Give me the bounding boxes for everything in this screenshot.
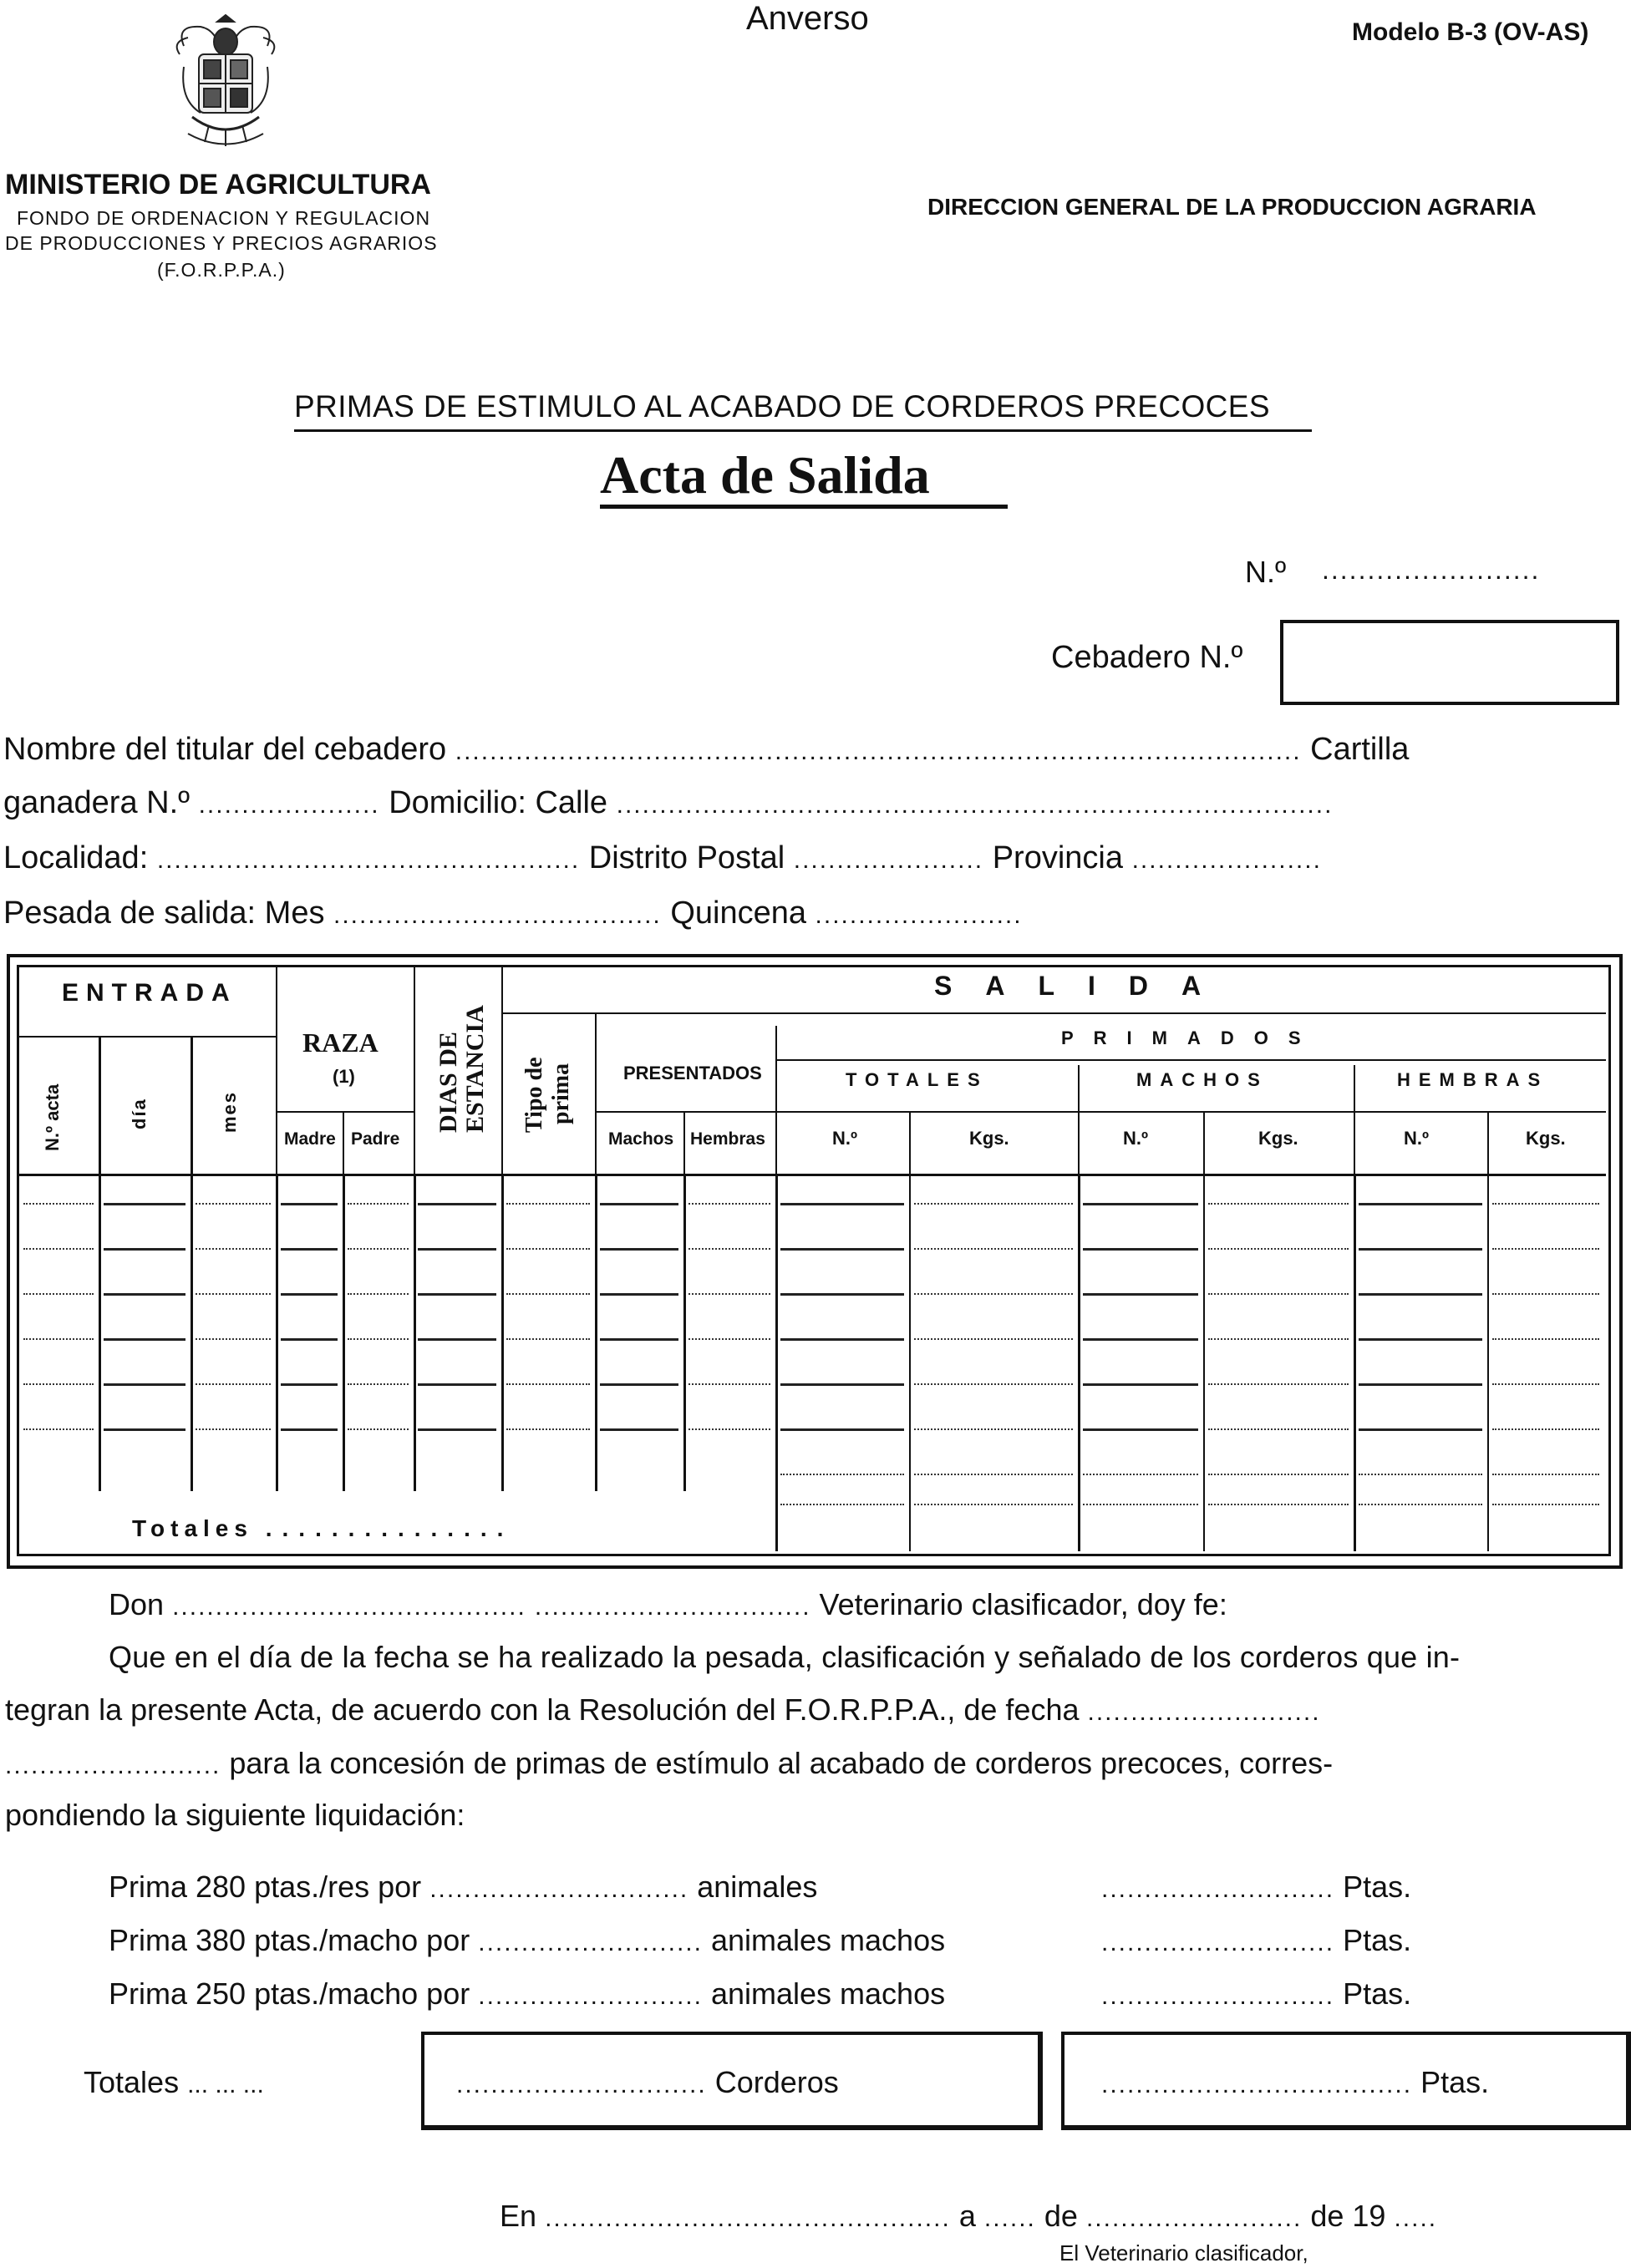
prima-ptas xyxy=(1101,1976,1411,2012)
totales-label-dots: ... ... ... xyxy=(187,2071,264,2098)
table-cell-line[interactable] xyxy=(348,1428,409,1430)
table-cell-line[interactable] xyxy=(23,1203,94,1205)
quincena-dots[interactable]: ........................ xyxy=(815,901,1023,929)
table-cell-line[interactable] xyxy=(1208,1383,1349,1385)
table-cell-line[interactable] xyxy=(1083,1474,1198,1475)
totales-kgs-header: Kgs. xyxy=(969,1128,1009,1149)
table-cell-line[interactable] xyxy=(688,1383,770,1385)
table-cell-line[interactable] xyxy=(780,1474,904,1475)
firma-label: El Veterinario clasificador, xyxy=(1059,2240,1308,2265)
paragraph-line-4: pondiendo la siguiente liquidación: xyxy=(5,1798,465,1832)
localidad-dots[interactable]: ................................................. xyxy=(156,846,581,874)
paragraph-line-2 xyxy=(5,1692,1321,1728)
table-cell-line[interactable] xyxy=(1492,1338,1599,1340)
table-cell-line[interactable] xyxy=(281,1338,338,1341)
de-dots[interactable]: ......................... xyxy=(1085,2205,1303,2232)
localidad-label: Localidad: xyxy=(3,840,149,875)
prima-ptas-dots[interactable]: ........................... xyxy=(1101,1875,1335,1903)
table-cell-line[interactable] xyxy=(1492,1428,1599,1430)
machos-header: MACHOS xyxy=(1136,1069,1268,1090)
table-cell-line[interactable] xyxy=(418,1203,496,1205)
pesada-label: Pesada de salida: Mes xyxy=(3,896,325,931)
table-cell-line[interactable] xyxy=(281,1248,338,1251)
table-cell-line[interactable] xyxy=(506,1293,590,1295)
table-cell-line[interactable] xyxy=(914,1248,1073,1250)
footer-date-line xyxy=(500,2199,1437,2234)
table-cell-line[interactable] xyxy=(600,1383,678,1386)
presentados-machos: Machos xyxy=(608,1129,674,1149)
table-cell-line[interactable] xyxy=(1359,1203,1482,1205)
table-cell-line[interactable] xyxy=(1492,1474,1599,1475)
table-cell-line[interactable] xyxy=(600,1428,678,1431)
table-cell-line[interactable] xyxy=(1083,1338,1198,1341)
table-cell-line[interactable] xyxy=(688,1248,770,1250)
table-cell-line[interactable] xyxy=(1492,1504,1599,1505)
table-cell-line[interactable] xyxy=(281,1428,338,1431)
quincena-label: Quincena xyxy=(670,896,806,931)
ptas-total-label: Ptas. xyxy=(1420,2065,1490,2099)
table-cell-line[interactable] xyxy=(1359,1383,1482,1386)
en-dots[interactable]: ............................................... xyxy=(545,2205,951,2232)
fecha-dots-2[interactable]: ......................... xyxy=(5,1752,221,1779)
table-cell-line[interactable] xyxy=(348,1248,409,1250)
hembras-n-header: N.º xyxy=(1404,1128,1430,1149)
prima-label: Prima 380 ptas./macho por xyxy=(109,1923,470,1957)
table-cell-line[interactable] xyxy=(914,1293,1073,1295)
table-cell-line[interactable] xyxy=(1208,1504,1349,1505)
totales-row-dots: ............... xyxy=(265,1515,514,1541)
table-cell-line[interactable] xyxy=(104,1248,185,1251)
cebadero-box[interactable] xyxy=(1280,620,1619,705)
paragraph-line-3-text: para la concesión de primas de estímulo al acabado de corderos precoces, corres- xyxy=(229,1746,1334,1780)
coat-of-arms-icon xyxy=(167,8,284,150)
de-label: de xyxy=(1044,2199,1078,2233)
titular-dots[interactable]: .................................................................................................. xyxy=(455,738,1302,765)
prima-animales-label: animales machos xyxy=(710,1923,946,1957)
table-cell-line[interactable] xyxy=(780,1428,904,1431)
domicilio-dots[interactable]: ................................................................................... xyxy=(616,791,1334,819)
tipo-prima-header-2: prima xyxy=(548,1063,574,1124)
table-cell-line[interactable] xyxy=(1492,1248,1599,1250)
don-dots-1[interactable]: ......................................... xyxy=(172,1593,526,1621)
ptas-total-dots[interactable]: .................................... xyxy=(1101,2071,1413,2098)
table-cell-line[interactable] xyxy=(600,1203,678,1205)
prima-animales-label: animales xyxy=(697,1870,818,1904)
table-cell-line[interactable] xyxy=(914,1428,1073,1430)
table-cell-line[interactable] xyxy=(1083,1383,1198,1386)
distrito-dots[interactable]: ...................... xyxy=(793,846,984,874)
machos-kgs-header: Kgs. xyxy=(1258,1128,1298,1149)
table-cell-line[interactable] xyxy=(196,1383,271,1385)
table-cell-line[interactable] xyxy=(281,1203,338,1205)
en-label: En xyxy=(500,2199,537,2233)
table-cell-line[interactable] xyxy=(600,1338,678,1341)
ganadera-label: ganadera N.º xyxy=(3,785,191,820)
field-line-localidad xyxy=(3,840,1322,876)
totales-footer-label xyxy=(84,2065,264,2100)
page-title: Acta de Salida xyxy=(600,445,930,505)
field-line-pesada xyxy=(3,896,1023,931)
prima-ptas-label: Ptas. xyxy=(1343,1976,1412,2011)
fondo-line3: (F.O.R.P.P.A.) xyxy=(157,259,286,281)
cartilla-label: Cartilla xyxy=(1310,732,1410,767)
table-cell-line[interactable] xyxy=(196,1338,271,1340)
table-cell-line[interactable] xyxy=(1359,1293,1482,1296)
table-inner-border xyxy=(17,965,1611,1556)
table-cell-line[interactable] xyxy=(1359,1338,1482,1341)
table-cell-line[interactable] xyxy=(1492,1383,1599,1385)
prima-animales-dots[interactable]: .......................... xyxy=(478,1982,703,2010)
a-label: a xyxy=(958,2199,976,2233)
table-cell-line[interactable] xyxy=(1359,1474,1482,1475)
table-cell-line[interactable] xyxy=(780,1248,904,1251)
table-cell-line[interactable] xyxy=(23,1338,94,1340)
field-line-ganadera xyxy=(3,785,1333,821)
table-cell-line[interactable] xyxy=(506,1428,590,1430)
table-cell-line[interactable] xyxy=(281,1383,338,1386)
corderos-label: Corderos xyxy=(714,2065,839,2099)
table-cell-line[interactable] xyxy=(1083,1504,1198,1505)
table-cell-line[interactable] xyxy=(506,1338,590,1340)
table-cell-line[interactable] xyxy=(780,1203,904,1205)
table-cell-line[interactable] xyxy=(914,1383,1073,1385)
numero-label: N.º xyxy=(1245,555,1287,589)
table-cell-line[interactable] xyxy=(1208,1338,1349,1340)
corderos-dots[interactable]: ............................. xyxy=(456,2071,707,2098)
entrada-header: ENTRADA xyxy=(62,979,237,1007)
n-acta-header: N.º acta xyxy=(42,1083,63,1151)
table-cell-line[interactable] xyxy=(23,1428,94,1430)
table-cell-line[interactable] xyxy=(1208,1474,1349,1475)
table-cell-line[interactable] xyxy=(1083,1203,1198,1205)
prima-ptas xyxy=(1101,1870,1411,1905)
field-line-titular xyxy=(3,732,1409,768)
ministry-name: MINISTERIO DE AGRICULTURA xyxy=(5,169,431,200)
hembras-kgs-header: Kgs. xyxy=(1526,1128,1566,1149)
table-cell-line[interactable] xyxy=(418,1383,496,1386)
dias-estancia-header-1: DIAS DE xyxy=(434,1032,462,1133)
ganadera-dots[interactable]: ..................... xyxy=(198,791,380,819)
table-cell-line[interactable] xyxy=(688,1293,770,1295)
subtitle: PRIMAS DE ESTIMULO AL ACABADO DE CORDEROS PRECOCES xyxy=(294,389,1270,424)
table-cell-line[interactable] xyxy=(104,1293,185,1296)
provincia-label: Provincia xyxy=(992,840,1123,875)
primados-header: PRIMADOS xyxy=(1061,1027,1321,1048)
table-cell-line[interactable] xyxy=(914,1338,1073,1340)
madre-header: Madre xyxy=(284,1129,336,1149)
totales-n-header: N.º xyxy=(832,1128,858,1149)
table-cell-line[interactable] xyxy=(1208,1428,1349,1430)
fondo-line1: FONDO DE ORDENACION Y REGULACION xyxy=(17,207,431,229)
table-cell-line[interactable] xyxy=(600,1293,678,1296)
prima-ptas-dots[interactable]: ........................... xyxy=(1101,1929,1335,1956)
don-line xyxy=(109,1587,1227,1622)
table-cell-line[interactable] xyxy=(688,1203,770,1205)
table-cell-line[interactable] xyxy=(1208,1293,1349,1295)
paragraph-line-3 xyxy=(5,1746,1333,1781)
prima-ptas-label: Ptas. xyxy=(1343,1870,1412,1904)
table-cell-line[interactable] xyxy=(688,1428,770,1430)
table-cell-line[interactable] xyxy=(780,1293,904,1296)
table-cell-line[interactable] xyxy=(780,1504,904,1505)
table-cell-line[interactable] xyxy=(1208,1248,1349,1250)
table-cell-line[interactable] xyxy=(1083,1293,1198,1296)
table-cell-line[interactable] xyxy=(914,1203,1073,1205)
table-cell-line[interactable] xyxy=(348,1383,409,1385)
don-label: Don xyxy=(109,1587,165,1621)
totales-row-label: Totales xyxy=(132,1515,253,1541)
tipo-prima-header-1: Tipo de xyxy=(521,1057,547,1133)
cebadero-label: Cebadero N.º xyxy=(1051,640,1243,675)
don-dots-2[interactable]: ................................ xyxy=(534,1593,811,1621)
prima-animales-label: animales machos xyxy=(710,1976,946,2011)
table-cell-line[interactable] xyxy=(506,1248,590,1250)
prima-ptas-label: Ptas. xyxy=(1343,1923,1412,1957)
table-cell-line[interactable] xyxy=(281,1293,338,1296)
dia-header: día xyxy=(129,1098,150,1129)
dias-estancia-header-2: ESTANCIA xyxy=(461,1005,489,1133)
table-cell-line[interactable] xyxy=(914,1504,1073,1505)
prima-animales-dots[interactable]: .......................... xyxy=(478,1929,703,1956)
machos-n-header: N.º xyxy=(1123,1128,1149,1149)
table-cell-line[interactable] xyxy=(1083,1428,1198,1431)
mes-header: mes xyxy=(219,1090,240,1133)
presentados-header: PRESENTADOS xyxy=(623,1063,762,1083)
prima-animales-dots[interactable]: .............................. xyxy=(429,1875,689,1903)
corderos-content xyxy=(456,2065,839,2100)
table-cell-line[interactable] xyxy=(196,1428,271,1430)
raza-note: (1) xyxy=(333,1066,355,1087)
paragraph-line-2-text: tegran la presente Acta, de acuerdo con la Resolución del F.O.R.P.P.A., de fecha xyxy=(5,1692,1080,1727)
table-cell-line[interactable] xyxy=(348,1338,409,1340)
domicilio-label: Domicilio: Calle xyxy=(389,785,608,820)
provincia-dots[interactable]: ...................... xyxy=(1131,846,1322,874)
table-cell-line[interactable] xyxy=(1492,1203,1599,1205)
table-cell-line[interactable] xyxy=(780,1338,904,1341)
totales-header: TOTALES xyxy=(846,1069,988,1090)
paragraph-line-1: Que en el día de la fecha se ha realizado la pesada, clasificación y señalado de los corderos que in- xyxy=(109,1640,1461,1674)
table-cell-line[interactable] xyxy=(23,1248,94,1250)
table-cell-line[interactable] xyxy=(1083,1248,1198,1251)
table-cell-line[interactable] xyxy=(418,1248,496,1251)
anverso-label: Anverso xyxy=(746,0,869,37)
prima-label: Prima 280 ptas./res por xyxy=(109,1870,422,1904)
table-cell-line[interactable] xyxy=(23,1293,94,1295)
table-cell-line[interactable] xyxy=(348,1203,409,1205)
direccion-general: DIRECCION GENERAL DE LA PRODUCCION AGRARIA xyxy=(927,194,1537,220)
padre-header: Padre xyxy=(351,1129,400,1149)
table-cell-line[interactable] xyxy=(1359,1248,1482,1251)
raza-header: RAZA xyxy=(302,1027,379,1058)
table-cell-line[interactable] xyxy=(348,1293,409,1295)
table-cell-line[interactable] xyxy=(196,1248,271,1250)
table-cell-line[interactable] xyxy=(1359,1504,1482,1505)
table-cell-line[interactable] xyxy=(1208,1203,1349,1205)
table-cell-line[interactable] xyxy=(418,1293,496,1296)
table-cell-line[interactable] xyxy=(104,1203,185,1205)
a-dots[interactable]: ...... xyxy=(983,2205,1036,2232)
numero-dots[interactable]: ........................ xyxy=(1322,555,1541,585)
table-cell-line[interactable] xyxy=(196,1203,271,1205)
fecha-dots[interactable]: ........................... xyxy=(1087,1698,1321,1726)
table-cell-line[interactable] xyxy=(1359,1428,1482,1431)
totales-label: Totales xyxy=(84,2065,180,2099)
table-cell-line[interactable] xyxy=(104,1338,185,1341)
de19-label: de 19 xyxy=(1310,2199,1386,2233)
subtitle-underline xyxy=(294,429,1312,432)
table-totales-label xyxy=(132,1515,513,1542)
titular-label: Nombre del titular del cebadero xyxy=(3,732,447,767)
mes-dots[interactable]: ...................................... xyxy=(333,901,662,929)
salida-header: SALIDA xyxy=(934,971,1235,1001)
table-cell-line[interactable] xyxy=(104,1383,185,1386)
fondo-line2: DE PRODUCCIONES Y PRECIOS AGRARIOS xyxy=(5,232,438,254)
veterinario-label: Veterinario clasificador, doy fe: xyxy=(819,1587,1227,1621)
prima-ptas xyxy=(1101,1923,1411,1958)
table-cell-line[interactable] xyxy=(23,1383,94,1385)
modelo-label: Modelo B-3 (OV-AS) xyxy=(1352,18,1589,46)
presentados-hembras: Hembras xyxy=(690,1129,765,1149)
table-cell-line[interactable] xyxy=(104,1428,185,1431)
table-cell-line[interactable] xyxy=(914,1474,1073,1475)
table-cell-line[interactable] xyxy=(418,1428,496,1431)
table-cell-line[interactable] xyxy=(600,1248,678,1251)
ptas-total-content xyxy=(1101,2065,1489,2100)
title-underline xyxy=(600,505,1008,509)
prima-ptas-dots[interactable]: ........................... xyxy=(1101,1982,1335,2010)
table-cell-line[interactable] xyxy=(418,1338,496,1341)
table-cell-line[interactable] xyxy=(196,1293,271,1295)
de19-dots[interactable]: ..... xyxy=(1394,2205,1438,2232)
table-cell-line[interactable] xyxy=(688,1338,770,1340)
table-cell-line[interactable] xyxy=(506,1203,590,1205)
table-cell-line[interactable] xyxy=(780,1383,904,1386)
table-cell-line[interactable] xyxy=(1492,1293,1599,1295)
hembras-header: HEMBRAS xyxy=(1397,1069,1549,1090)
prima-label: Prima 250 ptas./macho por xyxy=(109,1976,470,2011)
table-cell-line[interactable] xyxy=(506,1383,590,1385)
distrito-label: Distrito Postal xyxy=(588,840,785,875)
